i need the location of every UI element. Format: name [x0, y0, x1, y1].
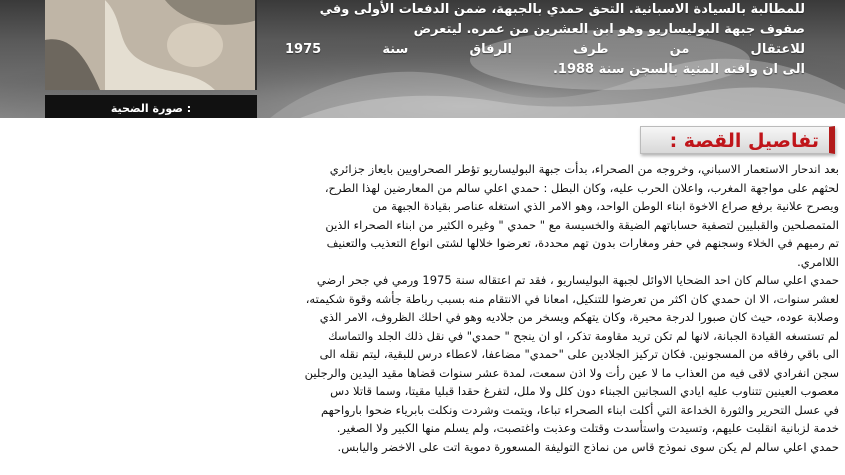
intro-line: صفوف جبهة البوليساريو وهو ابن العشرين من عمره. ليتعرض	[413, 22, 805, 37]
victim-photo	[45, 0, 257, 90]
body-line: معصوب العينين تتناوب عليه ايادي السجانين الجبناء دون كلل ولا ملل، لتفرغ حقدا قبليا مقيتا، وسما قاتلا دس	[330, 384, 839, 398]
body-line: حمدي اعلي سالم لم يكن سوى نموذج قاس من نماذج التوليفة المسعورة دموية اتت على الاخضر واليابس.	[337, 439, 839, 454]
section-heading-area	[0, 118, 845, 160]
body-line: تم رميهم في الخلاء وسجنهم في حفر ومغارات بدون تهم محددة، تعرضوا خلالها لشتى انواع التعذيب والتعنيف	[326, 236, 839, 250]
body-line: المتمصلحين والقبليين لتصفية حساباتهم الضيقة والخسيسة مع " حمدي " وغيره الكثير من ابناء الصحراء الذين	[325, 217, 839, 232]
body-line: وصلابة عوده، حيث كان صبورا لدرجة محيرة، وكان يتهكم ويسخر من جلاديه وهو في احلك الظروف، الامر الذي	[319, 310, 839, 324]
body-line: اللاامري.	[797, 254, 839, 269]
intro-line: للمطالبة بالسيادة الاسبانية. التحق حمدي بالجبهة، ضمن الدفعات الأولى وفي	[319, 2, 805, 17]
section-heading-box	[640, 126, 835, 154]
body-line: لم تستسغه القيادة الجبانة، لانها لم تكن تريد مقاومة تذكر، او ان ينجح " حمدي" في نقل ذلك الجلد والتماسك	[328, 328, 839, 343]
body-line: لعشر سنوات، الا ان حمدي كان اكثر من تعرضوا للتنكيل، امعانا في الانتقام منه بسبب رباطة جأشه وقوة شكيمته،	[305, 291, 839, 306]
body-line: ويصرح علانية برفع صراع الاخوة ابناء الوطن الواحد، وهو الامر الذي استغله عناصر بقيادة الجبهة من	[372, 199, 839, 213]
intro-line: الى ان وافته المنية بالسجن سنة 1988.	[552, 62, 805, 77]
body-line: لحثهم على مواجهة المغرب، واعلان الحرب عليه، وكان البطل : حمدي اعلي سالم من المعارضين لهذا الطرح،	[324, 180, 839, 195]
body-line: سجن انفرادي لاقى فيه من العذاب ما لا عين رأت ولا اذن سمعت، لمدة عشر سنوات قضاها مقيد اليدين والرجلين	[304, 365, 839, 380]
intro-line: للاعتقال من طرف الرفاق سنة 1975	[285, 42, 805, 57]
body-line: في عسل التحرير والثورة الخداعة التي أكلت ابناء الصحراء تباعا، ويتمت وشردت ونكلت بابرياء ضحوا بارواحهم	[320, 402, 839, 417]
caption-title: صورة الضحية :	[110, 102, 192, 115]
story-body	[8, 160, 839, 475]
body-line: بعد اندحار الاستعمار الاسباني، وخروجه من الصحراء، بدأت جبهة البوليساريو تؤطر الصحراويين بايعاز جزائري	[329, 162, 839, 176]
body-line: خدمة لزبانية انقلبت عليهم، وتسيدت واستأسدت وقتلت وعذبت واغتصبت، ولم يسلم منها الكبير ولا الصغير.	[336, 421, 839, 435]
body-line: حمدي اعلي سالم كان احد الضحايا الاوائل لجبهة البوليساريو ، فقد تم اعتقاله سنة 1975 ورمي في جحر ارضي	[316, 273, 839, 287]
section-heading: تفاصيل القصة :	[669, 130, 819, 152]
portrait-image	[45, 0, 257, 90]
intro-paragraph	[285, 0, 805, 82]
body-line: الى باقي رفاقه من المسجونين. فكان تركيز الجلادين على "حمدي" مضاعفا، لاعطاء درس للبقية، ليتم نقله الى	[319, 347, 839, 361]
